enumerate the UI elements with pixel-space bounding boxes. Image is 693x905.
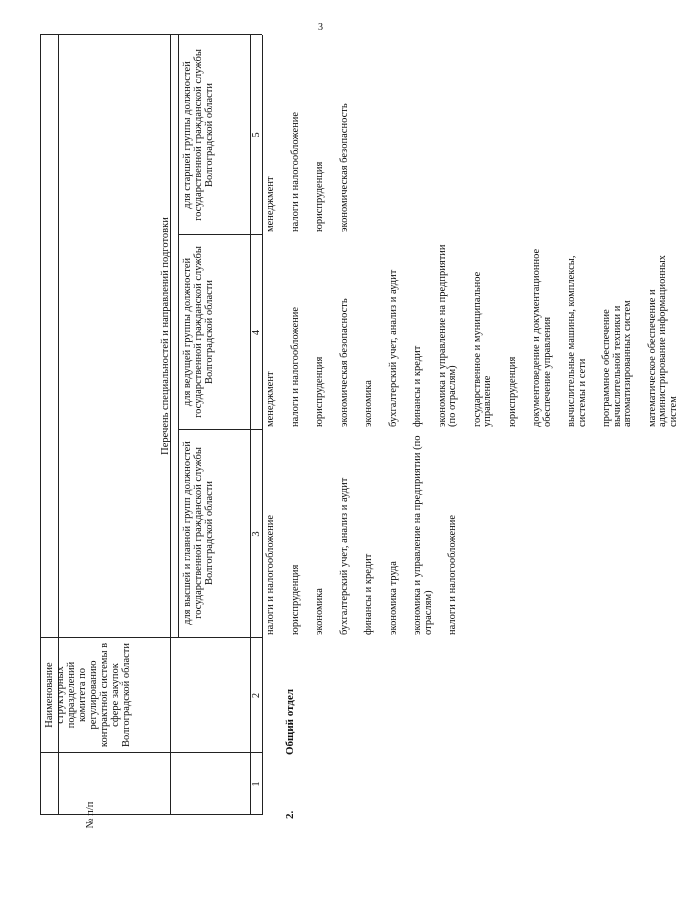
list-item: математическое обеспечение и администрирование информационных систем (646, 255, 679, 427)
list-item: бухгалтерский учет, анализ и аудит (338, 477, 350, 635)
table-line (40, 637, 262, 638)
list-item: экономика и управление на предприятии (по отраслям) (412, 435, 434, 635)
col5-list (266, 37, 364, 232)
list-item: налоги и налогообложение (289, 306, 301, 427)
list-item: бухгалтерский учет, анализ и аудит (387, 269, 399, 427)
list-item: юриспруденция (289, 564, 301, 635)
list-item: налоги и налогообложение (289, 111, 301, 232)
header-higher: для высшей и главной групп должностей государственной гражданской службы Волгоградской области (182, 441, 215, 625)
header-num: № п/п (85, 801, 96, 829)
list-item: вычислительные машины, комплексы, системы и сети (566, 255, 588, 427)
header-senior: для старшей группы должностей государственной гражданской службы Волгоградской области (182, 49, 215, 221)
col3-list (266, 425, 473, 635)
header-spanning: Перечень специальностей и направлений подготовки (160, 217, 171, 455)
list-item: налоги и налогообложение (447, 514, 458, 635)
list-item: программное обеспечение вычислительной техники и автоматизированных систем (601, 300, 633, 427)
table-line (40, 752, 262, 753)
list-item: экономика (314, 588, 325, 635)
list-item: финансы и кредит (363, 553, 374, 635)
list-item: документоведение и документационное обеспечение управления (531, 248, 553, 427)
table-line (40, 34, 262, 35)
table-line (262, 35, 263, 815)
list-item: экономика (363, 380, 374, 427)
table-line (178, 234, 262, 235)
list-item: государственное и муниципальное управление (471, 271, 493, 427)
col4-list (266, 237, 693, 427)
list-item: менеджмент (265, 371, 276, 427)
page-number: 3 (318, 22, 323, 33)
list-item: экономика и управление на предприятии (по отраслям) (436, 244, 458, 427)
list-item: юриспруденция (314, 356, 325, 427)
list-item: финансы и кредит (412, 345, 423, 427)
col-index-1: 1 (251, 781, 262, 787)
list-item: менеджмент (265, 176, 276, 232)
list-item: экономическая безопасность (338, 298, 350, 427)
section-number: 2. (284, 810, 296, 819)
col-index-3: 3 (251, 531, 262, 537)
list-item: юриспруденция (506, 356, 518, 427)
col-index-2: 2 (251, 692, 262, 699)
col-index-4: 4 (251, 329, 262, 336)
list-item: налоги и налогообложение (265, 514, 276, 635)
col-index-5: 5 (251, 132, 262, 138)
table-line (40, 35, 41, 815)
table-line (178, 35, 179, 638)
header-leading: для ведущей группы должностей государственной гражданской службы Волгоградской области (182, 246, 215, 418)
list-item: экономическая безопасность (338, 103, 350, 232)
table-line (178, 429, 262, 430)
table-line (40, 814, 262, 815)
list-item: экономика труда (387, 561, 399, 635)
list-item: юриспруденция (314, 161, 325, 232)
section-title: Общий отдел (284, 689, 296, 755)
header-name: Наименование структурных подразделений комитета по регулированию контрактной системы в сфере закупок Волгоградской области (44, 642, 132, 748)
